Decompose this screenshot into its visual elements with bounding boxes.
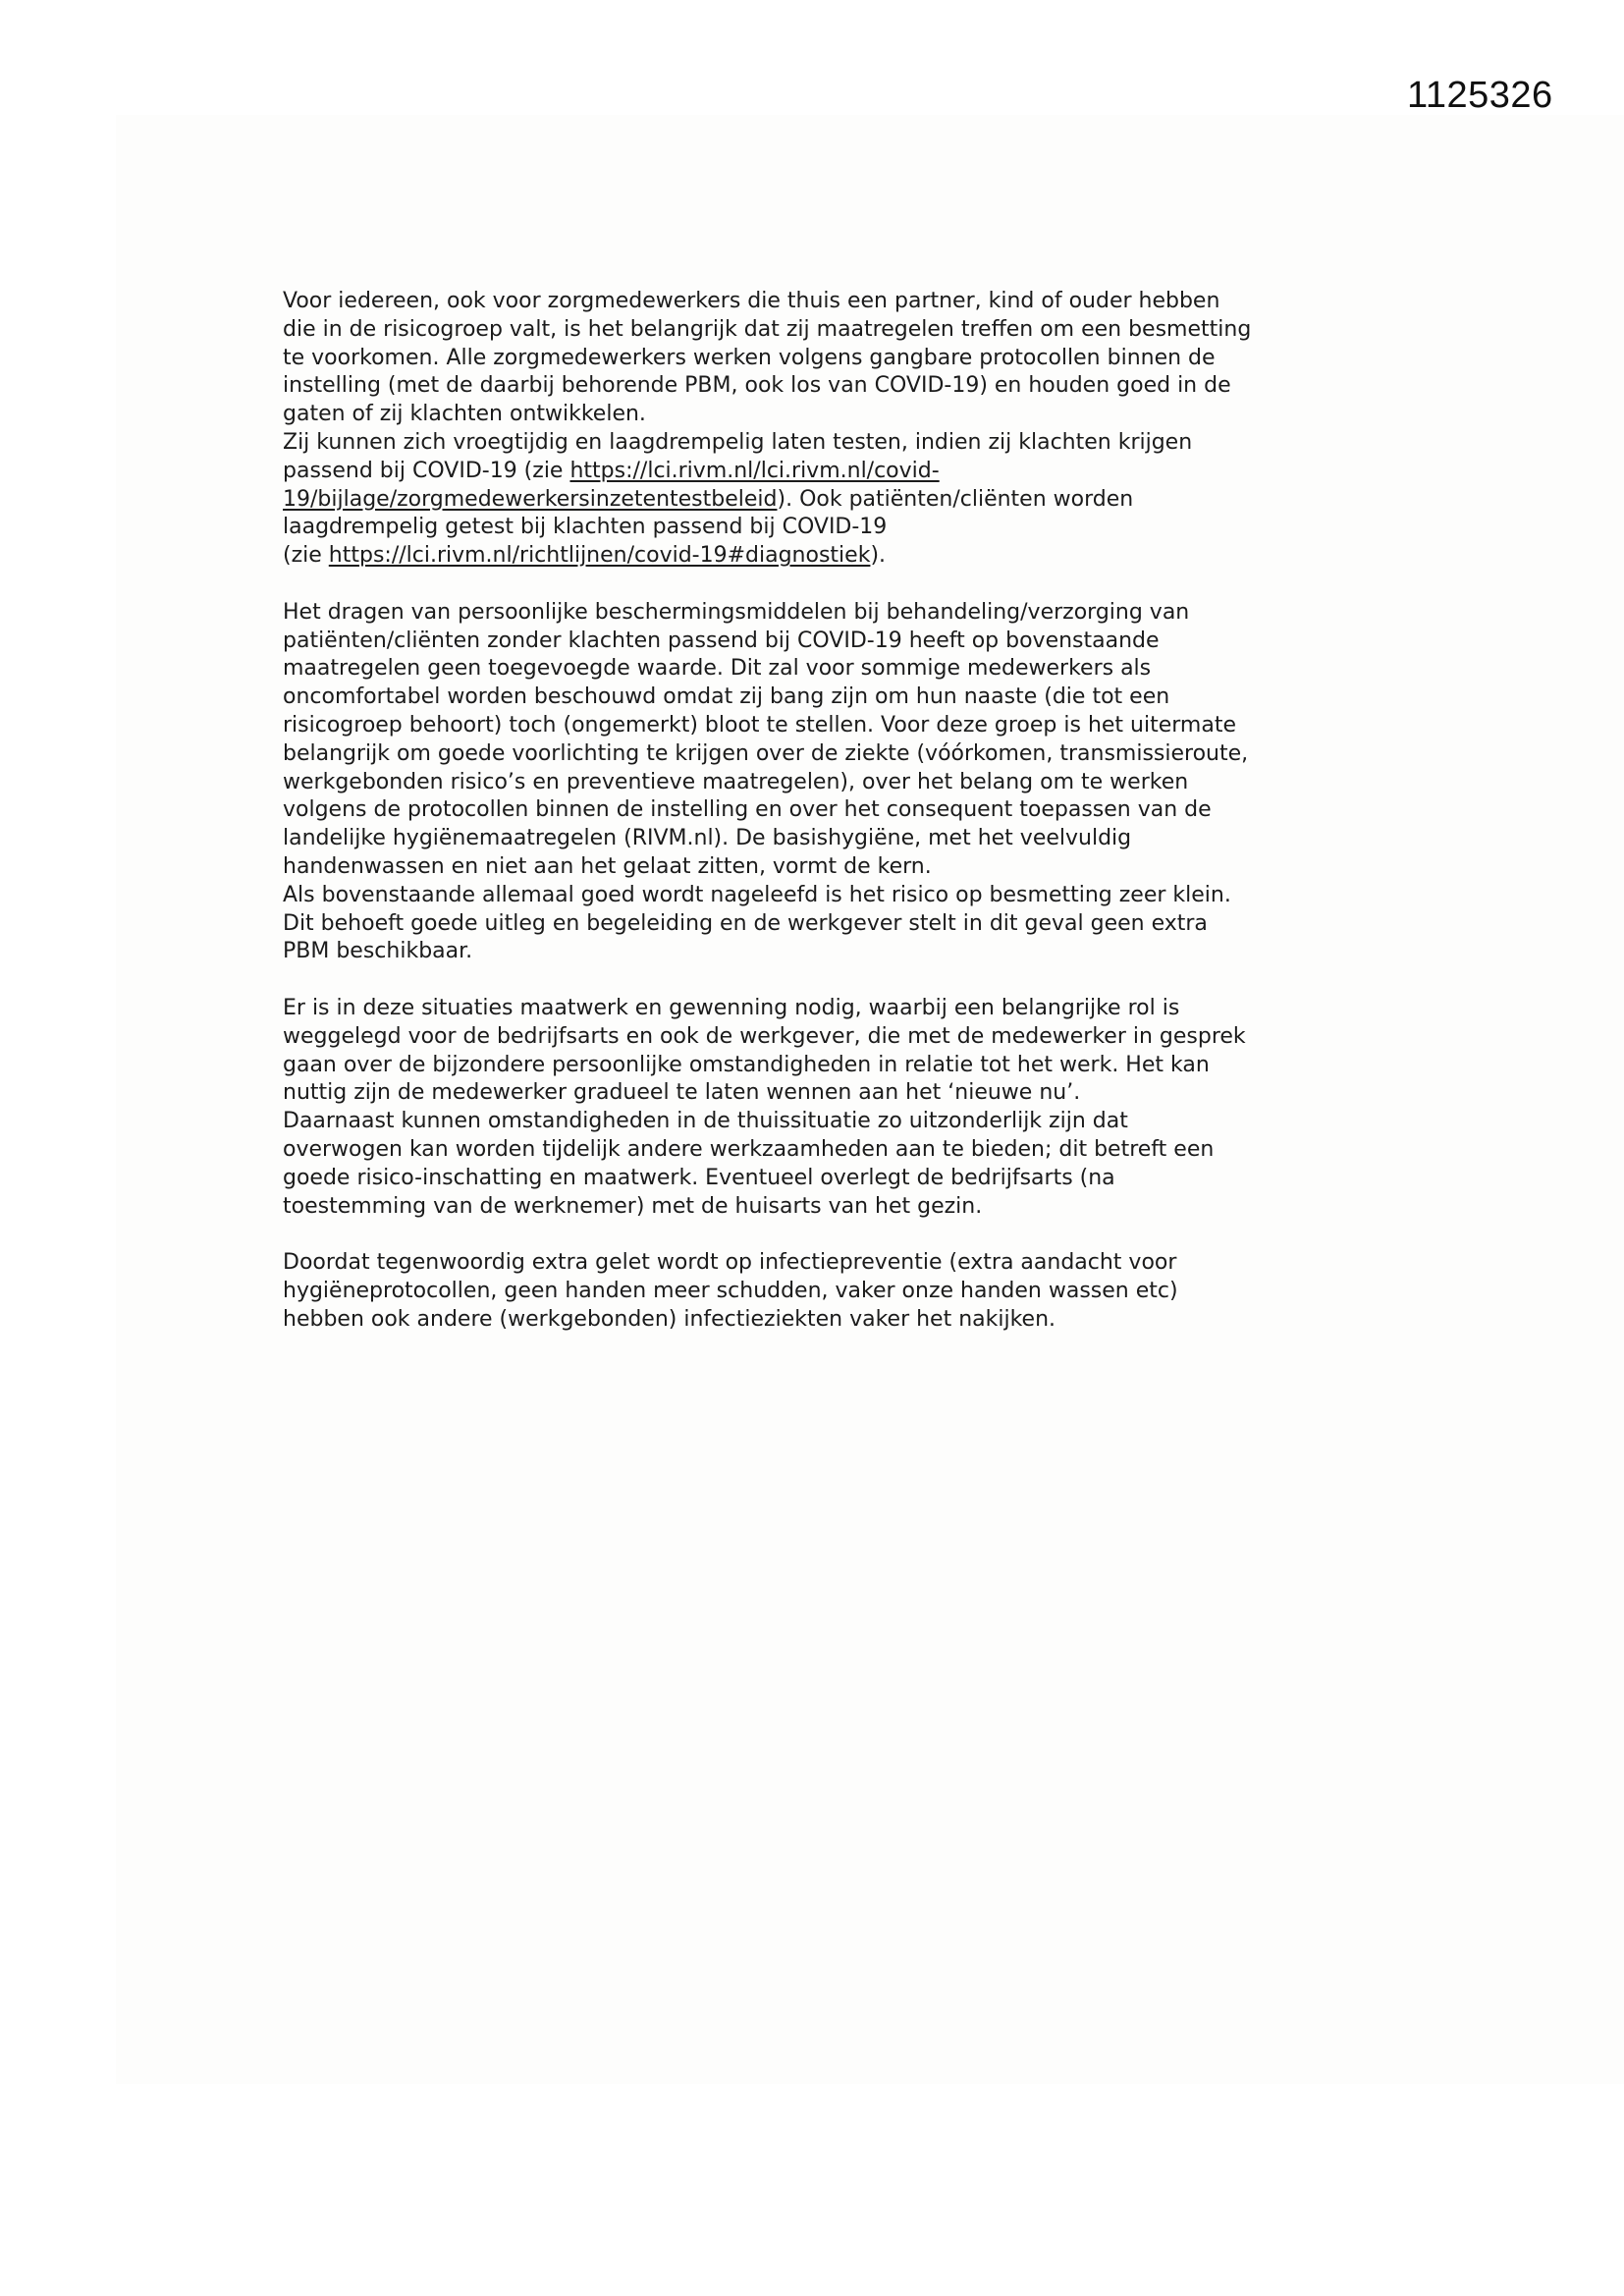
text-line <box>283 1165 1373 1193</box>
text-span: volgens de protocollen binnen de instelling en over het consequent toepassen van de <box>283 797 1212 823</box>
text-span: weggelegd voor de bedrijfsarts en ook de werkgever, die met de medewerker in gesprek <box>283 1023 1246 1049</box>
text-span: te voorkomen. Alle zorgmedewerkers werken volgens gangbare protocollen binnen de <box>283 345 1216 370</box>
text-line <box>283 1023 1373 1052</box>
text-line <box>283 1079 1373 1108</box>
text-span: Zij kunnen zich vroegtijdig en laagdrempelig laten testen, indien zij klachten krijgen <box>283 429 1193 455</box>
text-line <box>283 429 1373 458</box>
paragraph <box>283 1249 1373 1334</box>
text-span: nuttig zijn de medewerker gradueel te laten wennen aan het ‘nieuwe nu’. <box>283 1080 1081 1106</box>
text-span: hebben ook andere (werkgebonden) infectieziekten vaker het nakijken. <box>283 1306 1056 1332</box>
text-line <box>283 853 1373 882</box>
hyperlink[interactable]: https://lci.rivm.nl/lci.rivm.nl/covid- <box>569 458 940 483</box>
text-span: gaan over de bijzondere persoonlijke omstandigheden in relatie tot het werk. Het kan <box>283 1052 1210 1077</box>
text-span: instelling (met de daarbij behorende PBM, ook los van COVID-19) en houden goed in de <box>283 373 1231 399</box>
text-line <box>283 542 1373 571</box>
document-body <box>283 288 1373 1362</box>
text-span: ). <box>870 543 887 569</box>
text-line <box>283 486 1373 515</box>
text-span: Dit behoeft goede uitleg en begeleiding en de werkgever stelt in dit geval geen extra <box>283 910 1208 936</box>
text-line <box>283 882 1373 910</box>
hyperlink[interactable]: 19/bijlage/zorgmedewerkersinzetentestbeleid <box>283 486 778 512</box>
text-line <box>283 514 1373 542</box>
text-span: laagdrempelig getest bij klachten passend bij COVID-19 <box>283 515 888 540</box>
text-span: goede risico-inschatting en maatwerk. Eventueel overlegt de bedrijfsarts (na <box>283 1165 1115 1190</box>
text-line <box>283 1249 1373 1278</box>
text-line <box>283 938 1373 966</box>
text-line <box>283 712 1373 740</box>
text-line <box>283 316 1373 345</box>
paragraph <box>283 995 1373 1221</box>
text-line <box>283 796 1373 825</box>
text-span: ). Ook patiënten/cliënten worden <box>777 486 1134 512</box>
text-line <box>283 995 1373 1023</box>
paragraph <box>283 599 1373 966</box>
text-span: hygiëneprotocollen, geen handen meer schudden, vaker onze handen wassen etc) <box>283 1278 1178 1303</box>
text-line <box>283 288 1373 316</box>
text-span: toestemming van de werknemer) met de huisarts van het gezin. <box>283 1193 983 1219</box>
text-line <box>283 1193 1373 1222</box>
text-span: gaten of zij klachten ontwikkelen. <box>283 402 646 427</box>
page-number: 1125326 <box>1407 75 1553 116</box>
text-span: Als bovenstaande allemaal goed wordt nageleefd is het risico op besmetting zeer klein. <box>283 882 1231 907</box>
text-line <box>283 910 1373 939</box>
text-line <box>283 372 1373 401</box>
text-line <box>283 599 1373 628</box>
text-span: oncomfortabel worden beschouwd omdat zij bang zijn om hun naaste (die tot een <box>283 684 1170 710</box>
text-span: patiënten/cliënten zonder klachten passend bij COVID-19 heeft op bovenstaande <box>283 628 1160 653</box>
text-line <box>283 655 1373 683</box>
text-span: landelijke hygiënemaatregelen (RIVM.nl). De basishygiëne, met het veelvuldig <box>283 826 1132 851</box>
hyperlink[interactable]: https://lci.rivm.nl/richtlijnen/covid-19#diagnostiek <box>328 543 871 569</box>
text-line <box>283 769 1373 797</box>
text-span: Voor iedereen, ook voor zorgmedewerkers die thuis een partner, kind of ouder hebben <box>283 289 1220 313</box>
text-span: Daarnaast kunnen omstandigheden in de thuissituatie zo uitzonderlijk zijn dat <box>283 1109 1128 1134</box>
text-span: die in de risicogroep valt, is het belangrijk dat zij maatregelen treffen om een besmetting <box>283 316 1252 342</box>
text-span: Doordat tegenwoordig extra gelet wordt op infectiepreventie (extra aandacht voor <box>283 1250 1177 1276</box>
text-span: PBM beschikbaar. <box>283 939 473 964</box>
text-span: maatregelen geen toegevoegde waarde. Dit zal voor sommige medewerkers als <box>283 656 1152 682</box>
text-line <box>283 1306 1373 1335</box>
text-line <box>283 683 1373 712</box>
text-span: (zie <box>283 543 329 569</box>
text-line <box>283 740 1373 769</box>
text-span: risicogroep behoort) toch (ongemerkt) bloot te stellen. Voor deze groep is het uitermate <box>283 712 1236 738</box>
text-line <box>283 628 1373 656</box>
paragraph <box>283 288 1373 571</box>
text-span: passend bij COVID-19 (zie <box>283 458 570 483</box>
text-line <box>283 401 1373 429</box>
text-line <box>283 825 1373 853</box>
text-span: belangrijk om goede voorlichting te krijgen over de ziekte (vóórkomen, transmissieroute, <box>283 740 1249 766</box>
text-span: overwogen kan worden tijdelijk andere werkzaamheden aan te bieden; dit betreft een <box>283 1136 1215 1162</box>
text-span: werkgebonden risico’s en preventieve maatregelen), over het belang om te werken <box>283 769 1189 794</box>
text-span: handenwassen en niet aan het gelaat zitten, vormt de kern. <box>283 853 932 879</box>
text-line <box>283 1052 1373 1080</box>
text-span: Er is in deze situaties maatwerk en gewenning nodig, waarbij een belangrijke rol is <box>283 995 1180 1020</box>
text-span: Het dragen van persoonlijke beschermingsmiddelen bij behandeling/verzorging van <box>283 599 1190 625</box>
text-line <box>283 1278 1373 1306</box>
text-line <box>283 458 1373 486</box>
text-line <box>283 1136 1373 1165</box>
text-line <box>283 1108 1373 1136</box>
text-line <box>283 345 1373 373</box>
